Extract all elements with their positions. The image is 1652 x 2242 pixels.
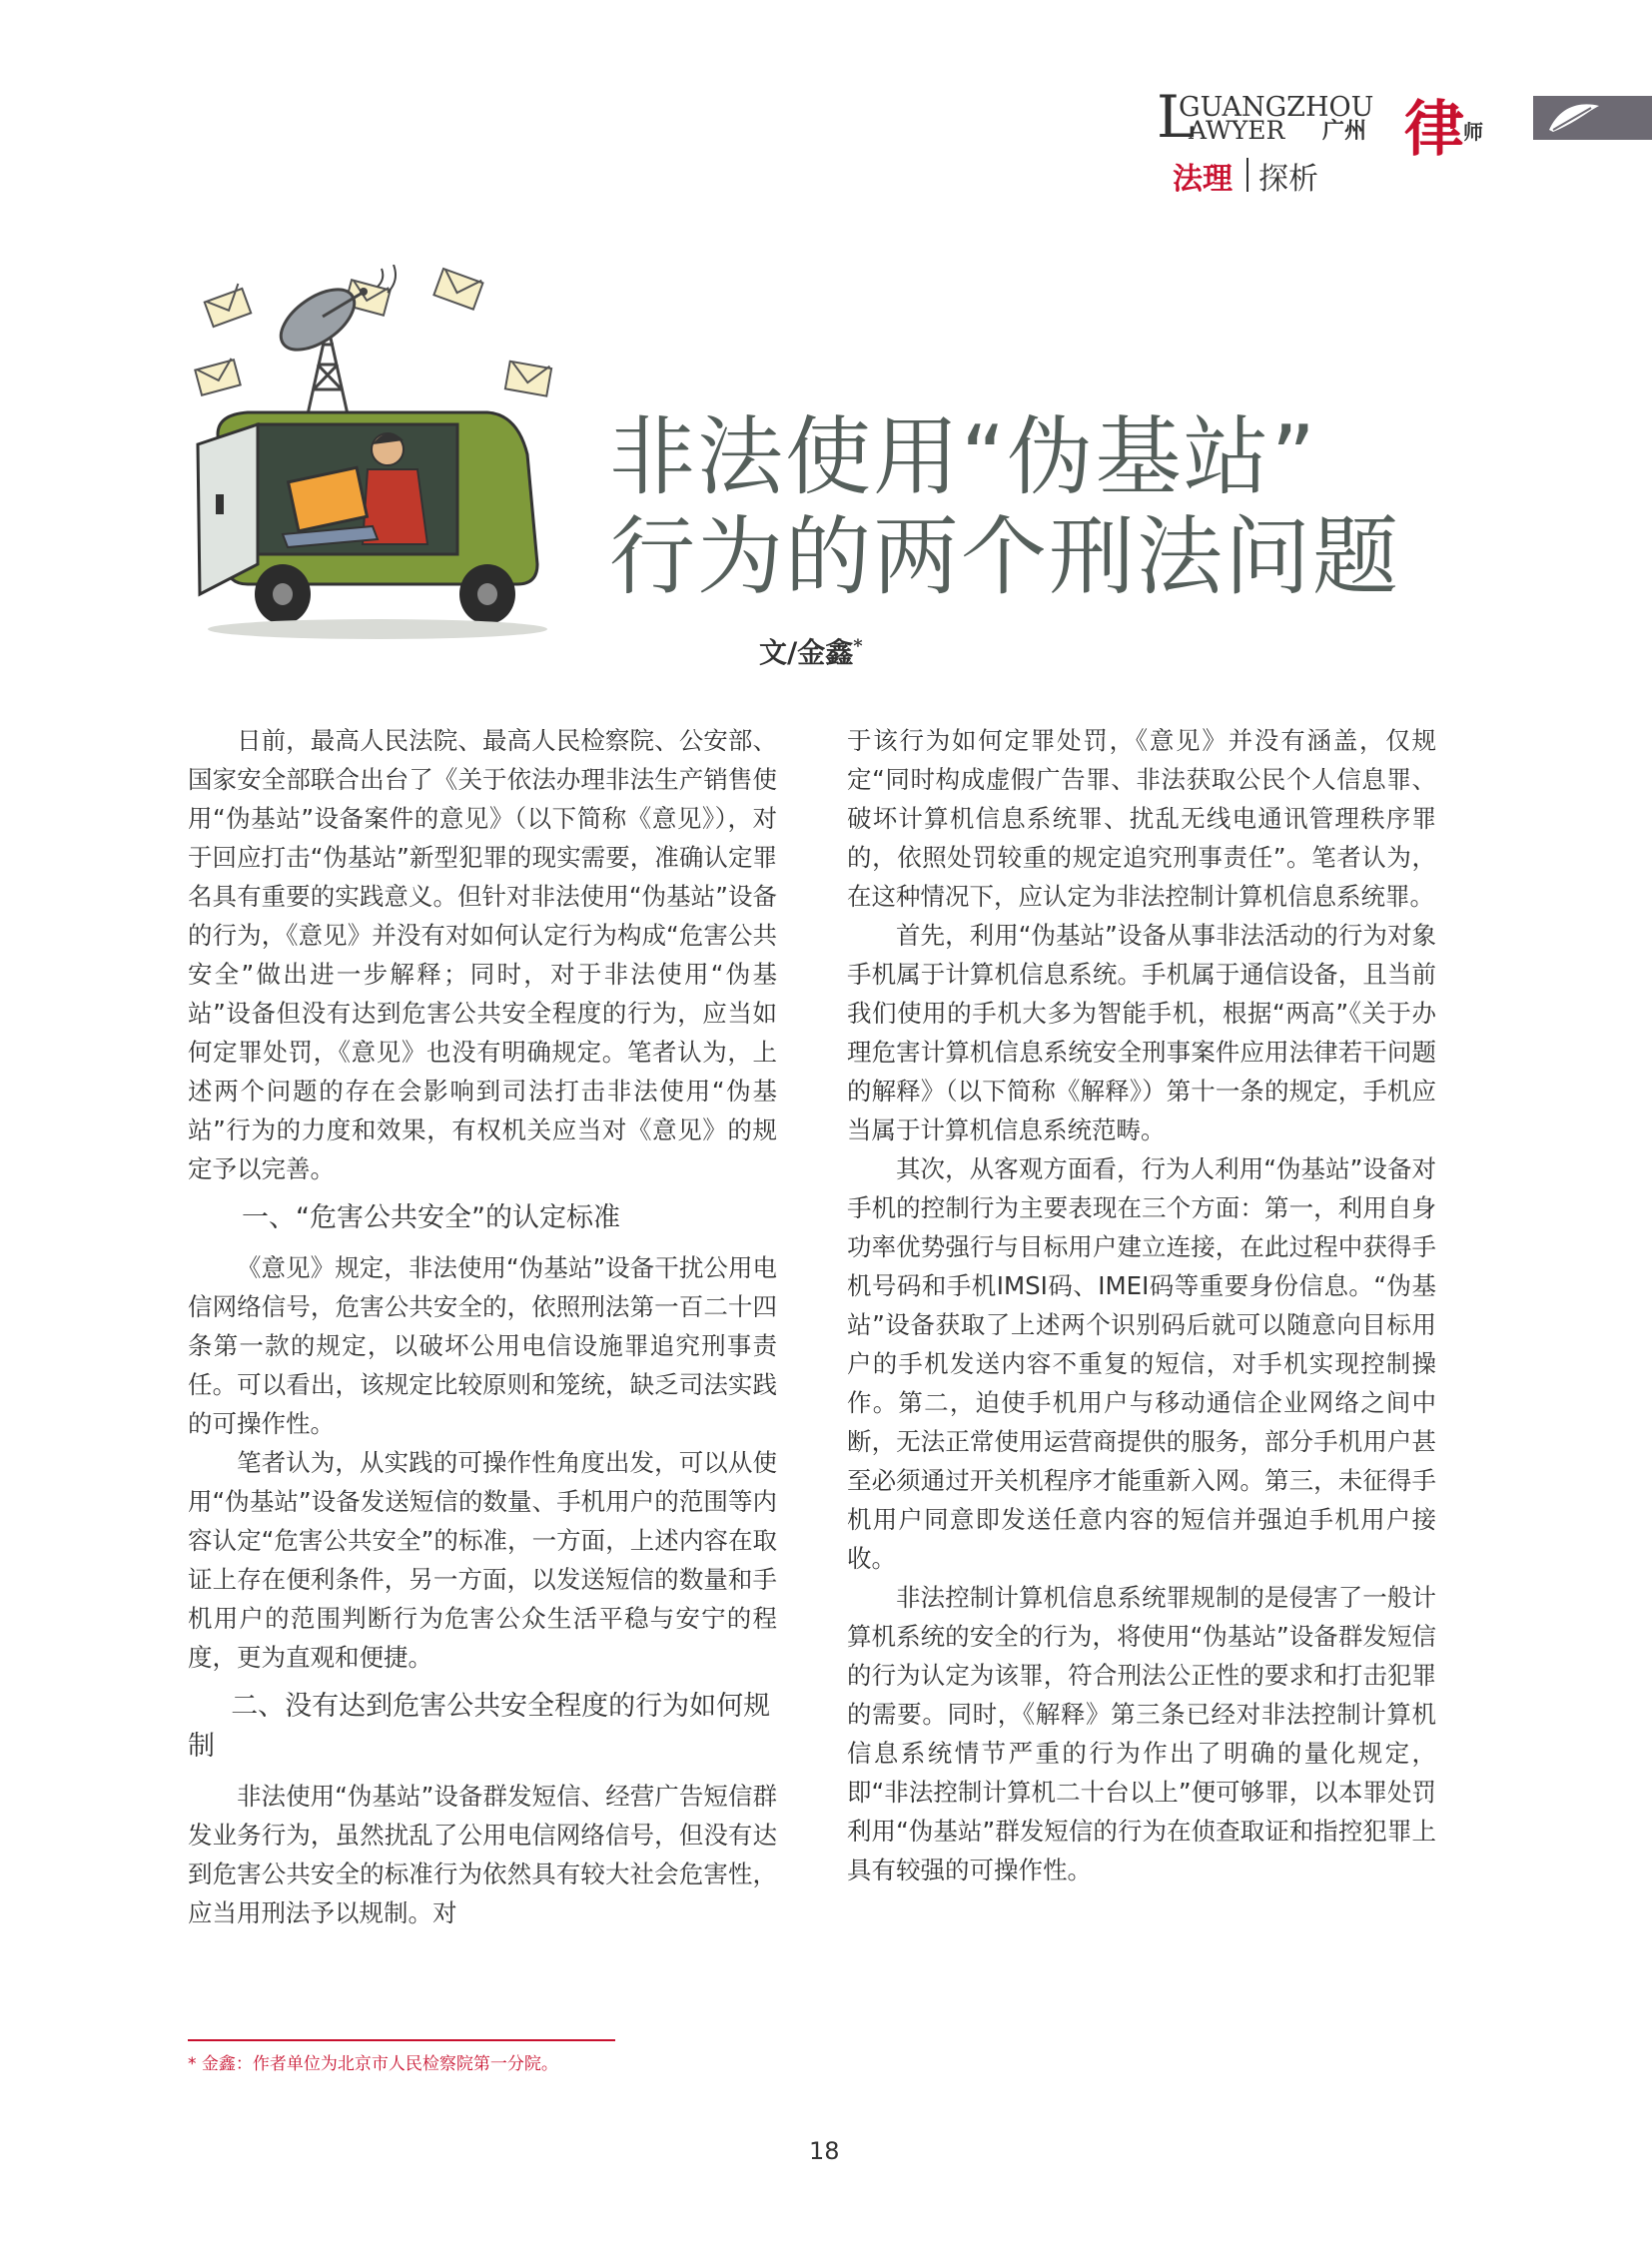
- envelope-icon: [505, 360, 551, 395]
- section-divider: [1246, 158, 1248, 192]
- magazine-name-cn-tail: 师: [1463, 120, 1483, 144]
- section-heading-2: 二、没有达到危害公共安全程度的行为如何规制: [188, 1691, 771, 1762]
- article-title-line-1: 非法使用“伪基站”: [609, 407, 1318, 507]
- article-column-left: [188, 721, 777, 1932]
- satellite-van-illustration: [188, 265, 567, 644]
- paragraph: 于该行为如何定罪处罚，《意见》并没有涵盖，仅规定“同时构成虚假广告罪、非法获取公民个人信息罪、破坏计算机信息系统罪、扰乱无线电通讯管理秩序罪的，依照处罚较重的规定追究刑事责任”。笔者认为，在这种情况下，应认定为非法控制计算机信息系统罪。: [847, 726, 1436, 911]
- magazine-name-cn: 广州: [1322, 119, 1367, 144]
- paragraph: 其次，从客观方面看，行为人利用“伪基站”设备对手机的控制行为主要表现在三个方面：第一，利用自身功率优势强行与目标用户建立连接，在此过程中获得手机号码和手机IMSI码、IMEI码等重要身份信息。“伪基站”设备获取了上述两个识别码后就可以随意向目标用户的手机发送内容不重复的短信，对手机实现控制操作。第二，迫使手机用户与移动通信企业网络之间中断，无法正常使用运营商提供的服务，部分手机用户甚至必须通过开关机程序才能重新入网。第三，未征得手机用户同意即发送任意内容的短信并强迫手机用户接收。: [847, 1154, 1436, 1573]
- paragraph: 笔者认为，从实践的可操作性角度出发，可以从使用“伪基站”设备发送短信的数量、手机用户的范围等内容认定“危害公共安全”的标准，一方面，上述内容在取证上存在便利条件，另一方面，以发送短信的数量和手机用户的范围判断行为危害公众生活平稳与安宁的程度，更为直观和便捷。: [188, 1448, 777, 1672]
- masthead: [1157, 83, 1652, 208]
- section-heading-1: 一、“危害公共安全”的认定标准: [242, 1202, 620, 1233]
- section-label-secondary: 探析: [1258, 162, 1318, 197]
- paragraph: 首先，利用“伪基站”设备从事非法活动的行为对象手机属于计算机信息系统。手机属于通信设备，且当前我们使用的手机大多为智能手机，根据“两高”《关于办理危害计算机信息系统安全刑事案件应用法律若干问题的解释》（以下简称《解释》）第十一条的规定，手机应当属于计算机信息系统范畴。: [847, 921, 1436, 1144]
- article-column-right: [847, 721, 1436, 1889]
- byline-text: 文/金鑫: [759, 636, 854, 669]
- byline-mark: *: [853, 635, 863, 657]
- magazine-logo-initial: L: [1157, 83, 1196, 151]
- paragraph: 非法使用“伪基站”设备群发短信、经营广告短信群发业务行为，虽然扰乱了公用电信网络信号，但没有达到危害公共安全的标准行为依然具有较大社会危害性，应当用刑法予以规制。对: [188, 1782, 777, 1927]
- paragraph: 《意见》规定，非法使用“伪基站”设备干扰公用电信网络信号，危害公共安全的，依照刑法第一百二十四条第一款的规定，以破坏公用电信设施罪追究刑事责任。可以看出，该规定比较原则和笼统，缺乏司法实践的可操作性。: [188, 1253, 777, 1438]
- paragraph: 日前，最高人民法院、最高人民检察院、公安部、国家安全部联合出台了《关于依法办理非法生产销售使用“伪基站”设备案件的意见》（以下简称《意见》），对于回应打击“伪基站”新型犯罪的现实需要，准确认定罪名具有重要的实践意义。但针对非法使用“伪基站”设备的行为，《意见》并没有对如何认定行为构成“危害公共安全”做出进一步解释；同时，对于非法使用“伪基站”设备但没有达到危害公共安全程度的行为，应当如何定罪处罚，《意见》也没有明确规定。笔者认为，上述两个问题的存在会影响到司法打击非法使用“伪基站”行为的力度和效果，有权机关应当对《意见》的规定予以完善。: [188, 726, 777, 1183]
- footnote-rule: [188, 2039, 615, 2041]
- envelope-icon: [195, 359, 240, 395]
- page-number: 18: [809, 2137, 840, 2165]
- envelope-icon: [433, 268, 482, 310]
- section-label-primary: 法理: [1173, 162, 1233, 197]
- magazine-name-en-1: GUANGZHOU: [1179, 92, 1374, 123]
- masthead-bar: [1533, 96, 1652, 140]
- article-title-line-2: 行为的两个刑法问题: [609, 507, 1400, 607]
- paragraph: 非法控制计算机信息系统罪规制的是侵害了一般计算机系统的安全的行为，将使用“伪基站”设备群发短信的行为认定为该罪，符合刑法公正性的要求和打击犯罪的需要。同时，《解释》第三条已经对非法控制计算机信息系统情节严重的行为作出了明确的量化规定，即“非法控制计算机二十台以上”便可够罪，以本罪处罚利用“伪基站”群发短信的行为在侦查取证和指控犯罪上具有较强的可操作性。: [847, 1583, 1436, 1884]
- envelope-icon: [205, 284, 252, 327]
- byline: [759, 631, 863, 671]
- magazine-logo-character: 律: [1404, 95, 1464, 165]
- leaf-icon: [1543, 100, 1603, 136]
- footnote: * 金鑫：作者单位为北京市人民检察院第一分院。: [188, 2054, 558, 2074]
- magazine-name-en-2: AWYER: [1189, 116, 1285, 145]
